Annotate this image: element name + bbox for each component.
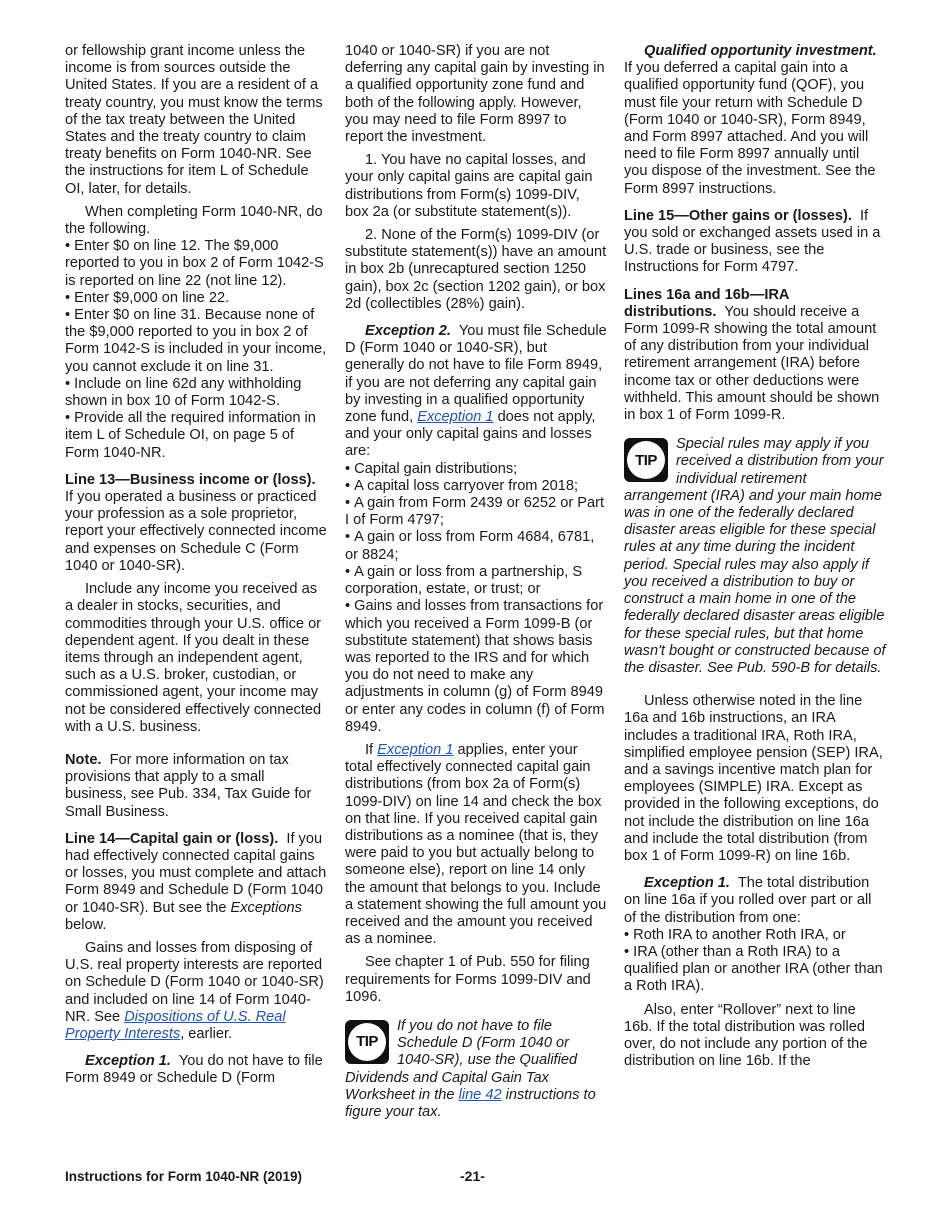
line13-section <box>65 472 329 575</box>
exception1-section <box>65 1053 329 1087</box>
qoi-text: If you deferred a capital gain into a qualified opportunity fund (QOF), you must file your return with Schedule D (Form 1040 or 1040-SR), Form 8949, and Form 8997 attached. And you will need to file Form 8997 annually until you dispose of the investment. See the Form 8997 instructions. <box>624 60 876 197</box>
list-item: • Enter $0 on line 31. Because none of the $9,000 reported to you in box 2 of Form 1042-S is included in your income, you cannot exclude it on line 31. <box>65 307 329 376</box>
exception2-section <box>345 323 607 461</box>
paragraph <box>345 742 607 948</box>
exception-text: You must file Schedule D (Form 1040 or 1040-SR), but generally do not have to file Form 8949, if you are not deferring any capital gain by investing in a qualified opportunity zone fund, <box>345 323 607 426</box>
exception1-section <box>624 875 886 927</box>
numbered-item: 1. You have no capital losses, and your only capital gains are capital gain distributions from Form(s) 1099-DIV, box 2a (or substitute statement(s)). <box>345 152 593 220</box>
section-heading: Line 13—Business income or (loss). <box>65 471 316 488</box>
section-text: If you operated a business or practiced your profession as a sole proprietor, report your effectively connected income and expenses on Schedule C (Form 1040 or 1040-SR). <box>65 489 327 574</box>
footer-title: Instructions for Form 1040-NR (2019) <box>65 1169 303 1184</box>
exception-heading: Exception 1. <box>85 1053 171 1070</box>
paragraph: or fellowship grant income unless the income is from sources outside the United States. If you are a resident of a treaty country, you must know the terms of the tax treaty between the United States and the treaty country to claim treaty benefits on Form 1040-NR. See the instructions for item L of Schedule OI, later, for details. <box>65 43 323 197</box>
section-heading: Line 14—Capital gain or (loss). <box>65 830 279 847</box>
tip-box <box>345 1018 607 1121</box>
paragraph-text: applies, enter your total effectively connected capital gain distributions (from box 2a of Form(s) 1099-DIV) on line 14 and check the box on that line. If you received capital gain distributions as a nominee (that is, they were paid to you but actually belong to someone else), report on line 14 only the amount that belongs to you. Include a statement showing the full amount you received and the amount you received as a nominee. <box>345 741 607 948</box>
list-item: • A gain or loss from Form 4684, 6781, or 8824; <box>345 529 607 563</box>
exception1-link[interactable]: Exception 1 <box>377 741 454 758</box>
exception1-link[interactable]: Exception 1 <box>417 409 494 426</box>
list-item: • Gains and losses from transactions for which you received a Form 1099-B (or substitute statement) that shows basis was reported to the IRS and for which you do not need to make any adjustments in column (g) of Form 8949 or enter any codes in column (f) of Form 8949. <box>345 598 607 736</box>
paragraph: 1040 or 1040-SR) if you are not deferring any capital gain by investing in a qualified opportunity zone fund and both of the following apply. However, you may need to file Form 8997 to report the investment. <box>345 43 605 146</box>
column-2 <box>345 43 607 1121</box>
exception-text: The total distribution on line 16a if you rolled over part or all of the distribution from one: <box>624 875 872 926</box>
paragraph-text: Gains and losses from disposing of U.S. real property interests are reported on Schedule D (Form 1040 or 1040-SR) and included on line 14 of Form 1040-NR. See <box>65 939 324 1025</box>
exception-text: does not apply, and your only capital gains and losses are: <box>345 409 596 460</box>
exception-text: You do not have to file Form 8949 or Schedule D (Form <box>65 1053 323 1087</box>
paragraph-text: , earlier. <box>180 1025 233 1042</box>
line14-section <box>65 831 329 934</box>
list-item: • Include on line 62d any withholding shown in box 10 of Form 1042-S. <box>65 376 329 410</box>
paragraph: Unless otherwise noted in the line 16a and 16b instructions, an IRA includes a traditional IRA, Roth IRA, simplified employee pension (SEP) IRA, and a savings incentive match plan for employees (SIMPLE) IRA. Except as provided in the following exceptions, do not include the distribution on line 16a and include the total distribution (from box 1 of Form 1099-R) on line 16b. <box>624 693 883 864</box>
list-item: • Enter $0 on line 12. The $9,000 reported to you in box 2 of Form 1042-S is reported on line 22 (not line 12). <box>65 238 329 290</box>
paragraph: When completing Form 1040-NR, do the following. <box>65 203 323 238</box>
list-item: • Capital gain distributions; <box>345 461 607 478</box>
exceptions-ref: Exceptions <box>230 899 302 916</box>
list-item: • Provide all the required information in item L of Schedule OI, on page 5 of Form 1040-NR. <box>65 410 329 462</box>
note-section <box>65 752 329 821</box>
tip-label: TIP <box>627 441 665 479</box>
exception-heading: Exception 1. <box>644 875 730 892</box>
note-text: For more information on tax provisions that apply to a small business, see Pub. 334, Tax Guide for Small Business. <box>65 751 312 820</box>
numbered-item: 2. None of the Form(s) 1099-DIV (or substitute statement(s)) have an amount in box 2b (unrecaptured section 1250 gain), box 2c (section 1202 gain), or box 2d (collectibles (28%) gain). <box>345 227 607 312</box>
section-text: If you sold or exchanged assets used in a U.S. trade or business, see the Instructions for Form 4797. <box>624 207 881 276</box>
list-item: • Roth IRA to another Roth IRA, or <box>624 927 886 944</box>
paragraph: Include any income you received as a dealer in stocks, securities, and commodities through your U.S. office or dependent agent. If you dealt in these items through an independent agent, such as a U.S. broker, custodian, or commissioned agent, your income may not be considered effectively connected with a U.S. business. <box>65 581 322 735</box>
tip-icon <box>624 438 668 482</box>
tip-label: TIP <box>348 1023 386 1061</box>
line16-section <box>624 287 886 425</box>
list-item: • A gain or loss from a partnership, S corporation, estate, or trust; or <box>345 564 607 598</box>
list-item: • A capital loss carryover from 2018; <box>345 478 607 495</box>
qoi-section <box>624 43 886 198</box>
list-item: • IRA (other than a Roth IRA) to a qualified plan or another IRA (other than a Roth IRA). <box>624 944 886 996</box>
qoi-heading: Qualified opportunity investment. <box>644 43 877 59</box>
exception-heading: Exception 2. <box>365 323 451 340</box>
line42-link[interactable]: line 42 <box>458 1086 502 1103</box>
column-3 <box>624 43 886 1070</box>
line15-section <box>624 208 886 277</box>
tip-text: instructions to figure your tax. <box>345 1086 596 1120</box>
section-text: You should receive a Form 1099-R showing the total amount of any distribution from your individual retirement arrangement (IRA) before income tax or other deductions were withheld. This amount should be shown in box 1 of Form 1099-R. <box>624 303 880 424</box>
tip-icon <box>345 1020 389 1064</box>
section-heading: Line 15—Other gains or (losses). <box>624 207 852 224</box>
section-text: below. <box>65 916 107 933</box>
column-1 <box>65 43 329 1088</box>
paragraph-text: If <box>365 741 374 758</box>
paragraph <box>65 940 329 1043</box>
tip-box <box>624 436 886 677</box>
tip-text: Special rules may apply if you received a distribution from your individual retirement arrangement (IRA) and your main home was in one of the federally declared disaster areas eligible for these special rules at any time during the incident period. Special rules may also apply if you received a distribution to buy or construct a main home in one of the federally declared disaster areas eligible for these special rules, but that home wasn't bought or constructed because of the disaster. See Pub. 590-B for details. <box>624 436 886 676</box>
list-item: • A gain from Form 2439 or 6252 or Part I of Form 4797; <box>345 495 607 529</box>
dispositions-link[interactable]: Dispositions of U.S. Real Property Interests <box>65 1008 286 1042</box>
tip-text: If you do not have to file Schedule D (Form 1040 or 1040-SR), use the Qualified Dividends and Capital Gain Tax Worksheet in the <box>345 1017 578 1103</box>
paragraph: Also, enter “Rollover” next to line 16b. If the total distribution was rolled over, do not include any portion of the distribution on line 16b. If the <box>624 1001 868 1070</box>
list-item: • Enter $9,000 on line 22. <box>65 290 329 307</box>
section-text: If you had effectively connected capital gains or losses, you must complete and attach Form 8949 and Schedule D (Form 1040 or 1040-SR). But see the <box>65 830 327 916</box>
page-number: -21- <box>460 1168 485 1184</box>
section-heading: Lines 16a and 16b—IRA distributions. <box>624 286 789 320</box>
note-heading: Note. <box>65 751 102 768</box>
paragraph: See chapter 1 of Pub. 550 for filing requirements for Forms 1099-DIV and 1096. <box>345 954 591 1005</box>
